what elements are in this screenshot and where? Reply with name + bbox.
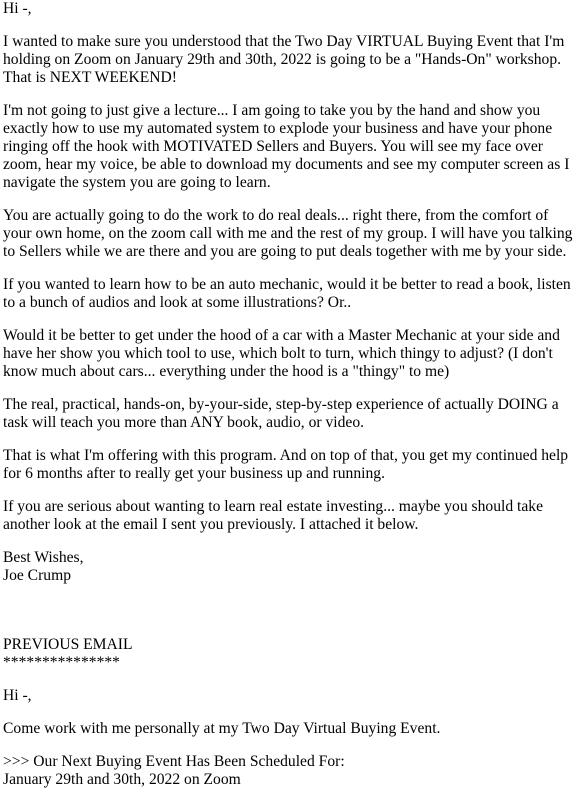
signoff: Best Wishes, <box>3 549 84 566</box>
previous-email-label: PREVIOUS EMAIL <box>3 636 133 653</box>
paragraph-hands-on-workshop: I wanted to make sure you understood that the Two Day VIRTUAL Buying Event that I'm holding on Zoom on January 29th and 30th, 2022 is going to be a "Hands-On" workshop. That is NEXT WEEKEND! <box>3 33 565 86</box>
scheduled-line: >>> Our Next Buying Event Has Been Scheduled For: <box>3 753 345 770</box>
previous-email-header <box>3 636 579 672</box>
paragraph-previous-email-note: If you are serious about wanting to learn real estate investing... maybe you should take another look at the email I sent you previously. I attached it below. <box>3 498 543 533</box>
previous-intro: Come work with me personally at my Two Day Virtual Buying Event. <box>3 720 441 737</box>
signature: Joe Crump <box>3 567 72 584</box>
paragraph-master-mechanic: Would it be better to get under the hood of a car with a Master Mechanic at your side and have her show you which tool to use, which bolt to turn, which thingy to adjust? (I don't know much about cars... everything under the hood is a "thingy" to me) <box>3 327 560 380</box>
previous-greeting: Hi -, <box>3 687 32 704</box>
spacer <box>3 600 579 636</box>
greeting: Hi -, <box>3 0 32 17</box>
scheduled-date: January 29th and 30th, 2022 on Zoom <box>3 771 241 788</box>
schedule-block <box>3 753 579 789</box>
paragraph-program-offer: That is what I'm offering with this program. And on top of that, you get my continued help for 6 months after to really get your business up and running. <box>3 447 569 482</box>
paragraph-not-a-lecture: I'm not going to just give a lecture... I am going to take you by the hand and show you exactly how to use my automated system to explode your business and have your phone ringing off the hook with MOTIVATED Sellers and Buyers. You will see my face over zoom, hear my voice, be able to download my documents and see my computer screen as I navigate the system you are going to learn. <box>3 102 570 191</box>
paragraph-real-deals: You are actually going to do the work to do real deals... right there, from the comfort of your own home, on the zoom call with me and the rest of my group. I will have you talking to Sellers while we are there and you are going to put deals together with me by your side. <box>3 207 573 260</box>
separator: *************** <box>3 654 120 671</box>
signoff-block <box>3 549 579 585</box>
paragraph-auto-mechanic: If you wanted to learn how to be an auto mechanic, would it be better to read a book, listen to a bunch of audios and look at some illustrations? Or.. <box>3 276 571 311</box>
paragraph-hands-on-experience: The real, practical, hands-on, by-your-side, step-by-step experience of actually DOING a task will teach you more than ANY book, audio, or video. <box>3 396 559 431</box>
